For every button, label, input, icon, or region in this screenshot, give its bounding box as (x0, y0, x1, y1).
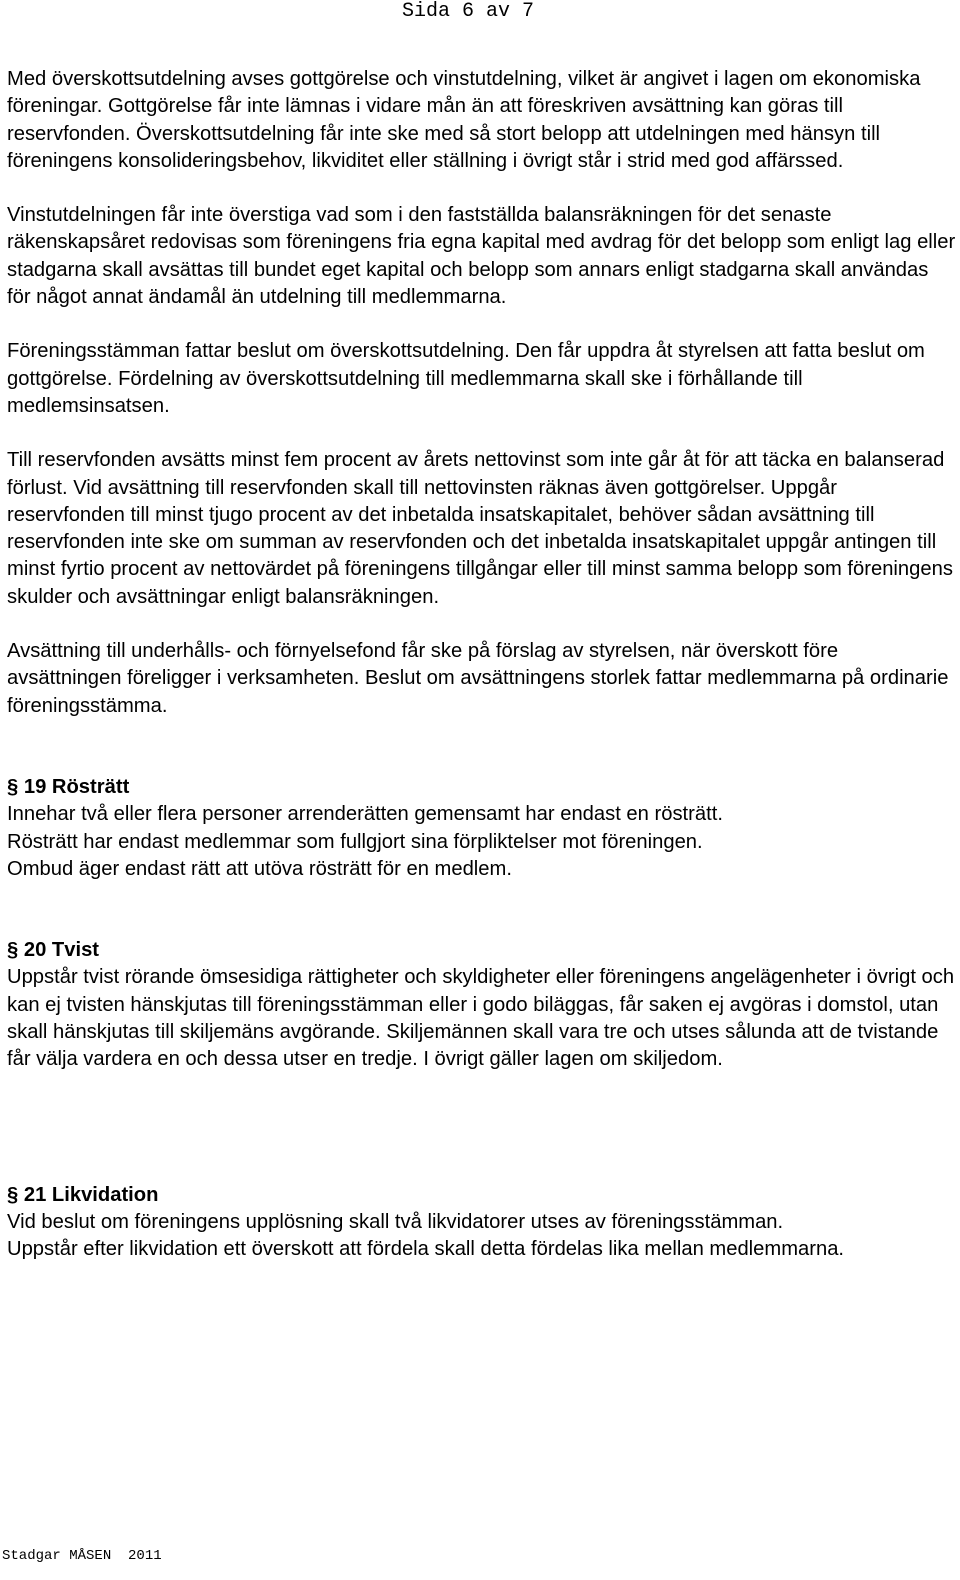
section-spacer (7, 720, 957, 774)
paragraph-spacer (7, 311, 957, 338)
liquidation-line: Vid beslut om föreningens upplösning skall två likvidatorer utses av föreningsstämman. (7, 1210, 784, 1233)
paragraph-reserve-fund: Till reservfonden avsätts minst fem procent av årets nettovinst som inte går åt för att täcka en balanserad förlust. Vid avsättning till reservfonden skall till nettovinsten räknas även gottgörelser. Uppgår reservfonden till minst tjugo procent av det inbetalda insatskapitalet, behöver sådan avsättning till reservfonden inte ske om summan av reservfonden och det inbetalda insatskapitalet uppgår antingen till minst fyrtio procent av nettovärdet på föreningens tillgångar eller till minst samma belopp som föreningens skulder och avsättningar enligt balansräkningen. (7, 449, 953, 608)
section-heading-voting-rights: § 19 Rösträtt (7, 775, 130, 798)
paragraph-spacer (7, 175, 957, 202)
document-body (7, 66, 957, 1264)
voting-rights-line: Ombud äger endast rätt att utöva rösträtt för en medlem. (7, 857, 512, 880)
voting-rights-line: Rösträtt har endast medlemmar som fullgjort sina förpliktelser mot föreningen. (7, 830, 703, 853)
page-number: Sida 6 av 7 (402, 0, 535, 23)
paragraph-spacer (7, 611, 957, 638)
section-heading-liquidation: § 21 Likvidation (7, 1183, 159, 1206)
paragraph-profit-distribution: Vinstutdelningen får inte överstiga vad som i den fastställda balansräkningen för det senaste räkenskapsåret redovisas som föreningens fria egna kapital med avdrag för det belopp som enligt lag eller stadgarna skall avsättas till bundet eget kapital och belopp som annars enligt stadgarna skall användas för något annat ändamål än utdelning till medlemmarna. (7, 204, 956, 309)
dispute-paragraph: Uppstår tvist rörande ömsesidiga rättigheter och skyldigheter eller föreningens angelägenheter i övrigt och kan ej tvisten hänskjutas till föreningsstämman eller i godo biläggas, får saken ej avgöras i domstol, utan skall hänskjutas till skiljemäns avgörande. Skiljemännen skall vara tre och utses sålunda att de tvistande får välja vardera en och dessa utser en tredje. I övrigt gäller lagen om skiljedom. (7, 966, 955, 1071)
paragraph-surplus-distribution: Med överskottsutdelning avses gottgörelse och vinstutdelning, vilket är angivet i lagen om ekonomiska föreningar. Gottgörelse får inte lämnas i vidare mån än att föreskriven avsättning kan göras till reservfonden. Överskottsutdelning får inte ske med så stort belopp att utdelningen med hänsyn till föreningens konsolideringsbehov, likviditet eller ställning i övrigt står i strid med god affärssed. (7, 68, 921, 172)
paragraph-maintenance-fund: Avsättning till underhålls- och förnyelsefond får ske på förslag av styrelsen, när överskott före avsättningen föreligger i verksamheten. Beslut om avsättningens storlek fattar medlemmarna på ordinarie föreningsstämma. (7, 640, 949, 717)
voting-rights-line: Innehar två eller flera personer arrenderätten gemensamt har endast en rösträtt. (7, 803, 723, 826)
paragraph-spacer (7, 420, 957, 447)
section-spacer (7, 883, 957, 937)
liquidation-line: Uppstår efter likvidation ett överskott att fördela skall detta fördelas lika mellan medlemmarna. (7, 1238, 845, 1261)
paragraph-assembly-decision: Föreningsstämman fattar beslut om överskottsutdelning. Den får uppdra åt styrelsen att fatta beslut om gottgörelse. Fördelning av överskottsutdelning till medlemmarna skall ske i förhållande till medlemsinsatsen. (7, 340, 925, 417)
section-heading-dispute: § 20 Tvist (7, 939, 100, 962)
section-spacer (7, 1074, 957, 1182)
document-footer: Stadgar MÅSEN 2011 (2, 1548, 162, 1564)
